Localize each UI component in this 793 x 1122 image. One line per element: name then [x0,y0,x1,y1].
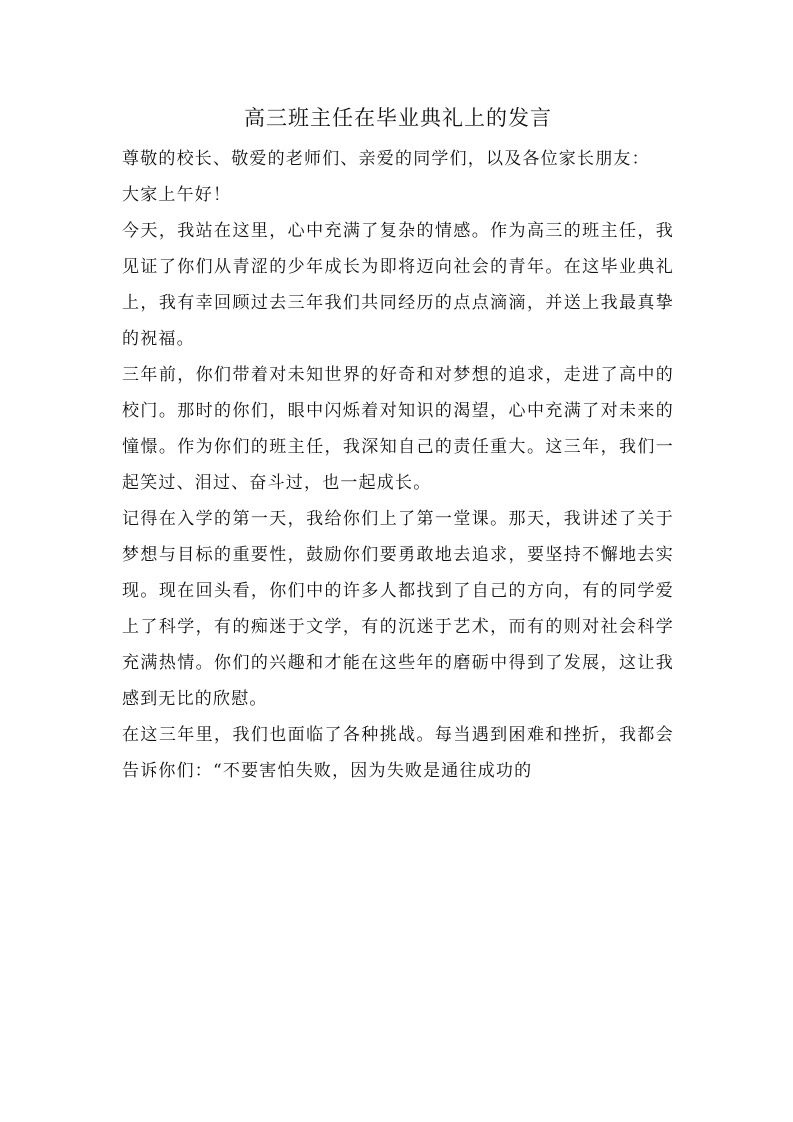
paragraph-salutation: 尊敬的校长、敬爱的老师们、亲爱的同学们，以及各位家长朋友： [122,149,650,169]
paragraph-greeting: 大家上午好！ [122,185,232,205]
document-page [122,96,674,781]
paragraph-3: 记得在入学的第一天，我给你们上了第一堂课。那天，我讲述了关于梦想与目标的重要性，鼓励你们要勇敢地去追求，要坚持不懈地去实现。现在回头看，你们中的许多人都找到了自己的方向，有的同学爱上了科学，有的痴迷于文学，有的沉迷于艺术，而有的则对社会科学充满热情。你们的兴趣和才能在这些年的磨砺中得到了发展，这让我感到无比的欣慰。 [122,509,674,709]
paragraph-2: 三年前，你们带着对未知世界的好奇和对梦想的追求，走进了高中的校门。那时的你们，眼中闪烁着对知识的渴望，心中充满了对未来的憧憬。作为你们的班主任，我深知自己的责任重大。这三年，我们一起笑过、泪过、奋斗过，也一起成长。 [122,365,674,493]
paragraph-1: 今天，我站在这里，心中充满了复杂的情感。作为高三的班主任，我见证了你们从青涩的少年成长为即将迈向社会的青年。在这毕业典礼上，我有幸回顾过去三年我们共同经历的点点滴滴，并送上我最真挚的祝福。 [122,221,674,349]
paragraph-4: 在这三年里，我们也面临了各种挑战。每当遇到困难和挫折，我都会告诉你们：“不要害怕失败，因为失败是通往成功的 [122,725,674,781]
document-title: 高三班主任在毕业典礼上的发言 [244,106,552,130]
document-body [122,141,674,789]
